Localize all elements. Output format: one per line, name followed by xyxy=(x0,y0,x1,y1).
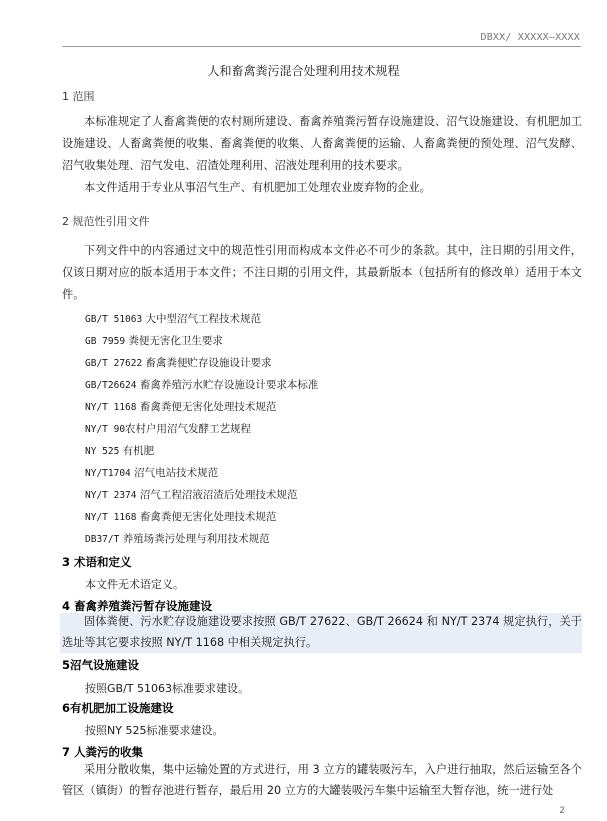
page-number: 2 xyxy=(559,806,565,816)
reference-item: NY/T 1168 畜禽粪便无害化处理技术规范 xyxy=(85,401,277,413)
section-3-heading: 3 术语和定义 xyxy=(62,555,132,569)
section-3-body: 本文件无术语定义。 xyxy=(85,578,184,591)
section-1-heading: 1 范围 xyxy=(62,90,95,103)
section-6-body: 按照NY 525标准要求建设。 xyxy=(85,724,224,737)
document-title: 人和畜禽粪污混合处理利用技术规程 xyxy=(207,64,400,78)
section-6-heading: 6有机肥加工设施建设 xyxy=(62,701,174,715)
section-4-body: 固体粪便、污水贮存设施建设要求按照 GB/T 27622、GB/T 26624 和 NY/T 2374 规定执行，关于选址等其它要求按照 NY/T 1168 中相关规定执行。 xyxy=(62,615,582,649)
header-divider xyxy=(62,46,581,47)
section-7-body: 采用分散收集，集中运输处置的方式进行，用 3 立方的罐装吸污车，入户进行抽取，然后运输至各个管区（镇街）的暂存池进行暂存，最后用 20 立方的大罐装吸污车集中运输至大暂存池，统一进行处 xyxy=(62,763,582,797)
section-5-heading: 5沼气设施建设 xyxy=(62,658,140,672)
reference-item: NY 525 有机肥 xyxy=(85,445,155,457)
reference-item: GB 7959 粪便无害化卫生要求 xyxy=(85,335,223,347)
section-7-heading: 7 人粪污的收集 xyxy=(62,745,144,759)
reference-item: GB/T26624 畜禽养殖污水贮存设施设计要求本标准 xyxy=(85,379,319,391)
reference-item: NY/T 90农村户用沼气发酵工艺规程 xyxy=(85,423,252,435)
document-code: DBXX/ XXXXX—XXXX xyxy=(480,32,580,43)
section-2-heading: 2 规范性引用文件 xyxy=(62,215,150,228)
section-4-heading: 4 畜禽养殖粪污暂存设施建设 xyxy=(62,599,213,613)
reference-item: NY/T 2374 沼气工程沼液沼渣后处理技术规范 xyxy=(85,489,298,501)
reference-item: NY/T1704 沼气电站技术规范 xyxy=(85,467,219,479)
section-1-paragraph-2: 本文件适用于专业从事沼气生产、有机肥加工处理农业废弃物的企业。 xyxy=(84,181,431,194)
reference-item: NY/T 1168 畜禽粪便无害化处理技术规范 xyxy=(85,511,277,523)
reference-item: GB/T 51063 大中型沼气工程技术规范 xyxy=(85,313,262,325)
section-2-paragraph-1: 下列文件中的内容通过文中的规范性引用而构成本文件必不可少的条款。其中，注日期的引用文件，仅该日期对应的版本适用于本文件；不注日期的引用文件，其最新版本（包括所有的修改单）适用于本文件。 xyxy=(62,244,582,301)
section-1-paragraph-1: 本标准规定了人畜禽粪便的农村厕所建设、畜禽养殖粪污暂存设施建设、沼气设施建设、有机肥加工设施建设、人畜禽粪便的收集、畜禽粪便的收集、人畜禽粪便的运输、人畜禽粪便的预处理、沼气发酵、沼气收集处理、沼气发电、沼渣处理利用、沼液处理利用的技术要求。 xyxy=(62,115,582,172)
section-5-body: 按照GB/T 51063标准要求建设。 xyxy=(85,682,249,695)
reference-item: DB37/T 养殖场粪污处理与利用技术规范 xyxy=(85,533,270,545)
reference-item: GB/T 27622 畜禽粪便贮存设施设计要求 xyxy=(85,357,272,369)
